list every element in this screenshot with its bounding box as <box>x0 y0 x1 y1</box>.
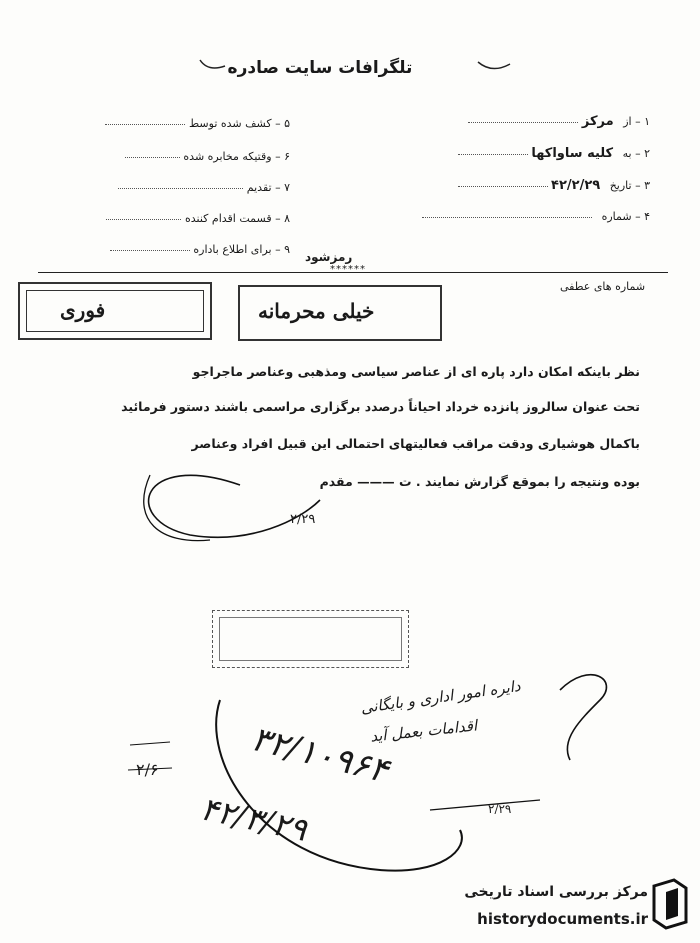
field-number-label: ۴ – شماره <box>601 210 650 223</box>
field-from-label: ۱ – از <box>623 115 650 128</box>
watermark-text: مرکز بررسی اسناد تاریخی <box>464 884 648 900</box>
field-presented-label: ۷ – تقدیم <box>246 181 290 194</box>
encode-stars: ****** <box>330 264 366 275</box>
field-sent-time-label: ۶ – وقتیکه مخابره شده <box>183 150 290 163</box>
handwritten-note-line1: دایره امور اداری و بایگانی <box>359 676 522 718</box>
signature-stroke <box>149 475 320 537</box>
reference-numbers-label: شماره های عطفی <box>560 280 646 293</box>
handwritten-note-line2: اقدامات بعمل آید <box>369 716 478 746</box>
body-line-1: نظر باینکه امکان دارد پاره ای از عناصر سیاسی ومذهبی وعناصر ماجراجو <box>192 364 640 379</box>
field-for-info-label: ۹ – برای اطلاع باداره <box>193 243 290 256</box>
watermark-url: historydocuments.ir <box>477 910 648 928</box>
urgent-stamp-text: فوری <box>60 298 106 322</box>
body-line-3: باکمال هوشیاری ودقت مراقب فعالیتهای احتمالی این قبیل افراد وعناصر <box>191 436 640 451</box>
field-date-label: ۳ – تاریخ <box>609 179 650 192</box>
body-line-4: بوده ونتیجه را بموقع گزارش نمایند . ت ——— مقدم <box>319 474 640 489</box>
side-note-number: ۲/۶ <box>136 760 159 779</box>
big-handwritten-date: ۴۲/۳/۲۹ <box>197 789 311 849</box>
body-line-2: تحت عنوان سالروز پانزده خرداد احیاناً درصدد برگزاری مراسمی باشند دستور فرمائید <box>121 399 640 414</box>
field-to-value: کلیه ساواکها <box>531 146 614 161</box>
encode-label: رمزشود <box>305 250 353 264</box>
field-from-value: مرکز <box>581 114 614 129</box>
field-to-label: ۲ – به <box>622 147 650 160</box>
field-date-value: ۴۲/۲/۲۹ <box>551 178 601 193</box>
signature-date: ۲/۲۹ <box>290 512 316 527</box>
big-handwritten-number: ۳۲/۱۰۹۶۴ <box>247 718 393 792</box>
archive-logo-icon <box>648 876 692 930</box>
top-secret-stamp-text: خیلی محرمانه <box>258 299 375 323</box>
telegram-title: تلگرافات سایت صادره <box>227 58 413 78</box>
handwritten-note-date: ۲/۲۹ <box>488 802 512 816</box>
field-action-dept-label: ۸ – قسمت اقدام کننده <box>184 212 290 225</box>
field-decoded-by-label: ۵ – کشف شده توسط <box>188 117 290 130</box>
